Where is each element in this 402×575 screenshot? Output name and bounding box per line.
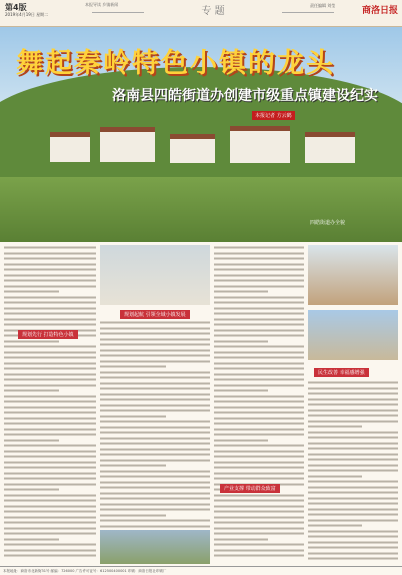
- header-rule-left: [92, 12, 144, 13]
- header-rule-right: [282, 12, 334, 13]
- photo-caption: 四皓街道办全貌: [310, 220, 346, 226]
- column-3: [214, 245, 304, 563]
- masthead-logo: 商洛日报: [361, 6, 398, 16]
- section-bar-4: 民生改善 幸福感增强: [314, 368, 369, 377]
- editor-line: 责任编辑 刘莹: [310, 3, 336, 8]
- page-footer: 本报地址：商洛市北新街31号 邮编：726000 广告许可证号：612500400001 印刷：商洛日报社印刷厂: [0, 566, 402, 575]
- header-note: 本报导读 乡镇新闻: [85, 2, 119, 7]
- town-buildings: [40, 122, 380, 182]
- page-header: [0, 0, 402, 27]
- section-bar-2: 规划起航 引领全域小镇发展: [120, 310, 190, 319]
- hero-photo: [0, 27, 402, 242]
- column-2: [100, 320, 210, 560]
- green-field: [0, 177, 402, 242]
- inset-photo-building: [308, 245, 398, 305]
- byline: 本报记者 方云鹤: [252, 111, 295, 120]
- subheadline: 洛南县四皓街道办创建市级重点镇建设纪实: [112, 88, 378, 104]
- inset-photo-street: [100, 245, 210, 305]
- inset-photo-plaza: [308, 310, 398, 360]
- section-bar-3: 产业支撑 带动群众致富: [220, 484, 280, 493]
- section-bar-1: 规划先行 打造特色小镇: [18, 330, 78, 339]
- headline: 舞起秦岭特色小镇的龙头: [16, 48, 335, 79]
- column-1: [4, 245, 96, 563]
- page-date: 2019年4月19日 星期二: [5, 12, 49, 17]
- page-number: 第4版: [5, 3, 27, 12]
- section-title: 专 题: [201, 6, 225, 17]
- inset-photo-river: [100, 530, 210, 564]
- column-4: [308, 380, 398, 563]
